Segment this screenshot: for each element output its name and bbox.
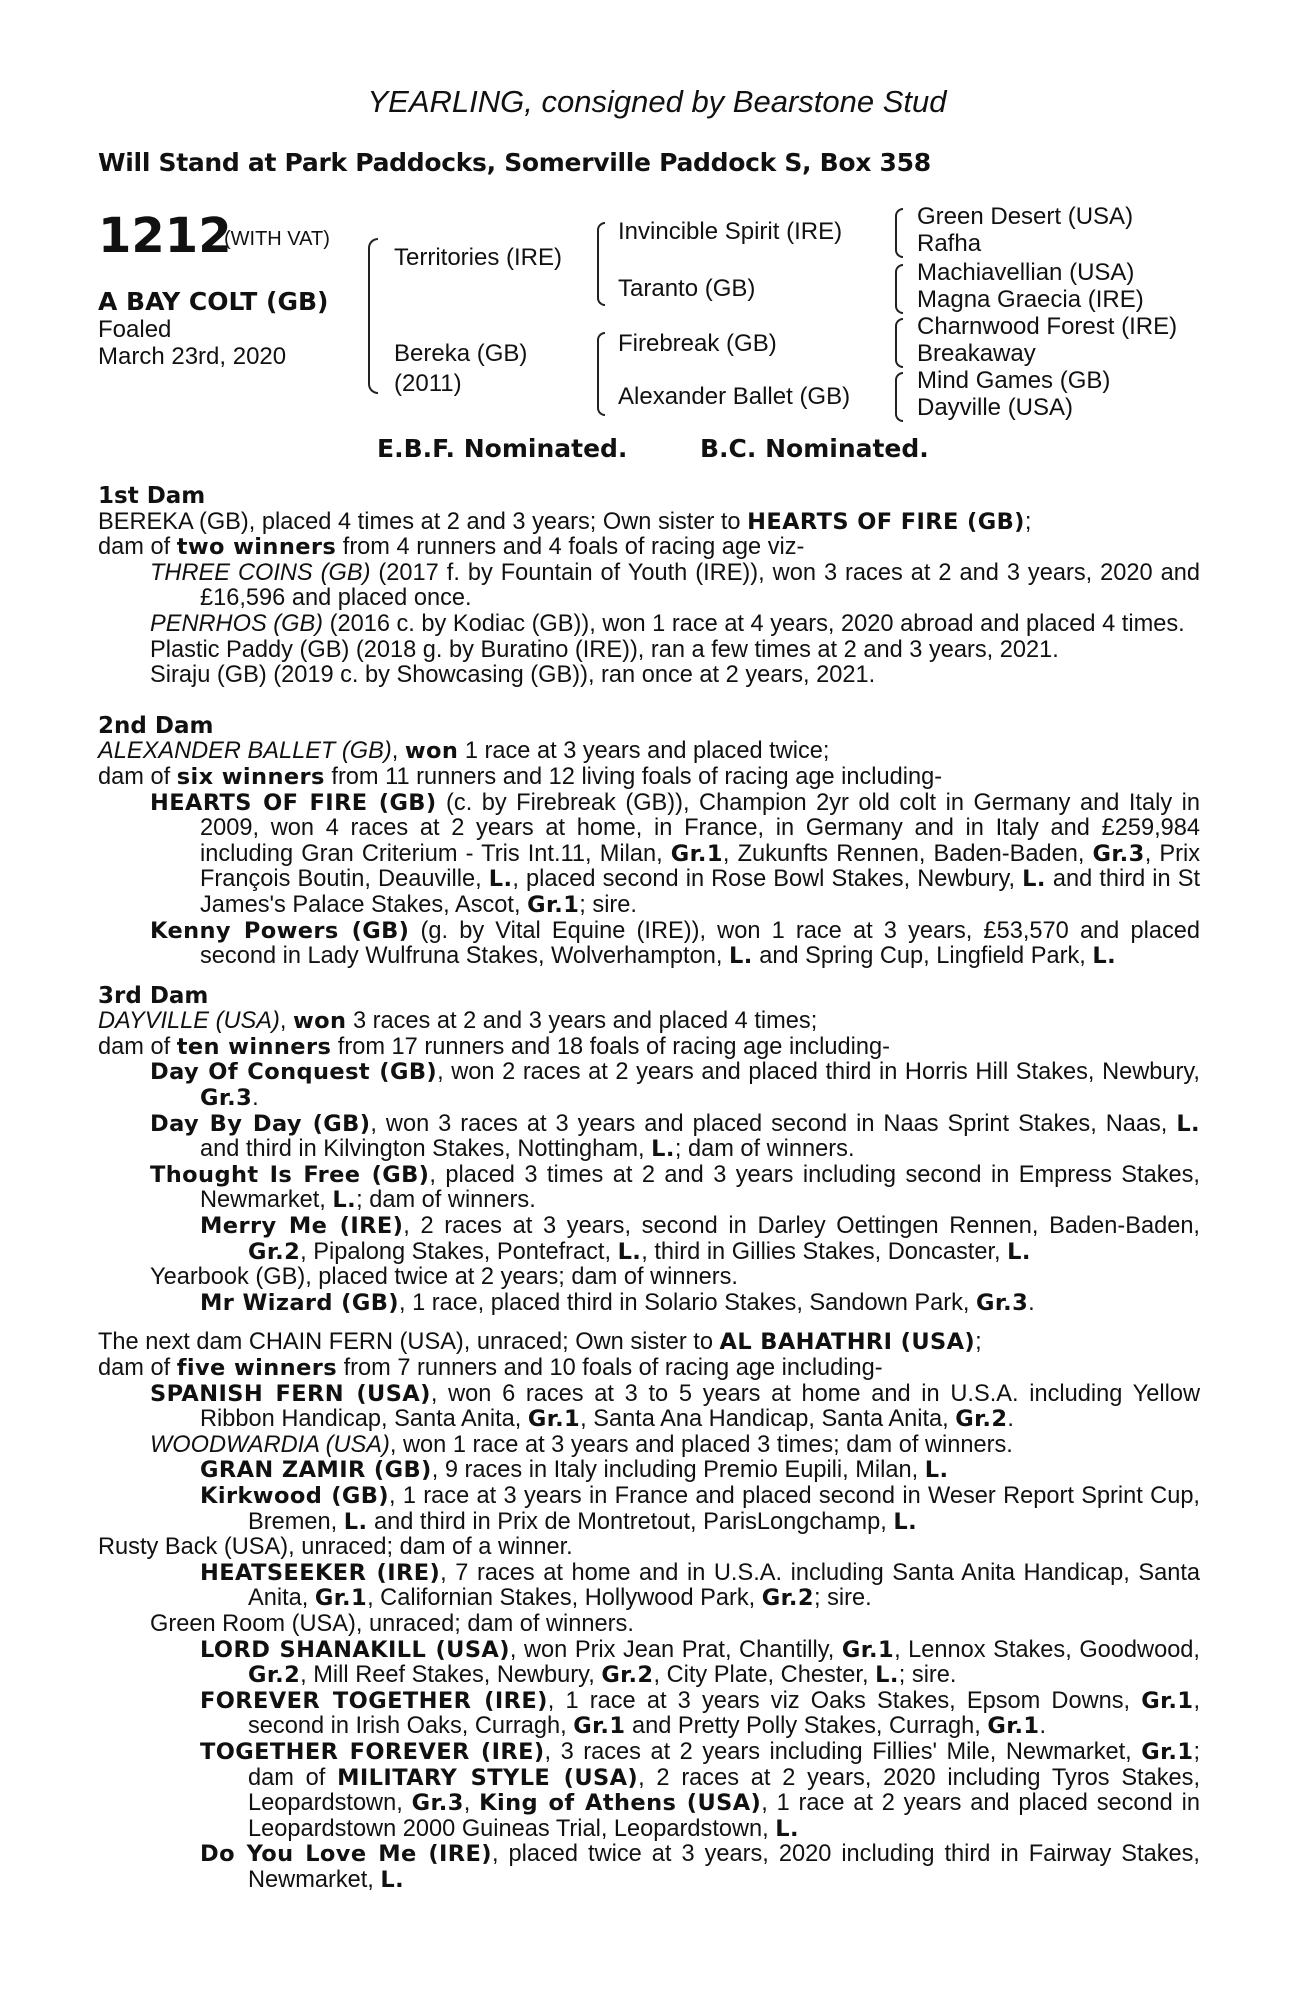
fourth-dam-summary: dam of five winners from 7 runners and 10 foals of racing age including-: [98, 1355, 883, 1381]
produce-entry: PENRHOS (GB) (2016 c. by Kodiac (GB)), won 1 race at 4 years, 2020 abroad and placed 4 times.: [150, 610, 1185, 637]
produce-entry: Day Of Conquest (GB), won 2 races at 2 years and placed third in Horris Hill Stakes, Newbury, Gr.3.: [150, 1059, 1200, 1112]
pedigree-brace: [895, 372, 903, 422]
produce-entry: Kenny Powers (GB) (g. by Vital Equine (IRE)), won 1 race at 3 years, £53,570 and placed second in Lady Wulfruna Stakes, Wolverhampton, L. and Spring Cup, Lingfield Park, L.: [150, 917, 1200, 970]
produce-entry: Plastic Paddy (GB) (2018 g. by Buratino (IRE)), ran a few times at 2 and 3 years, 2021.: [150, 636, 1059, 663]
fourth-dam-line: The next dam CHAIN FERN (USA), unraced; Own sister to AL BAHATHRI (USA);: [98, 1329, 982, 1356]
pedigree-g2: Rafha: [917, 230, 982, 257]
pedigree-sire-dam: Taranto (GB): [618, 275, 756, 302]
produce-entry: Mr Wizard (GB), 1 race, placed third in Solario Stakes, Sandown Park, Gr.3.: [200, 1289, 1035, 1316]
lot-number: 1212: [98, 208, 232, 264]
foaled-date: March 23rd, 2020: [98, 343, 287, 370]
second-dam-heading: 2nd Dam: [98, 712, 214, 739]
page-title: YEARLING, consigned by Bearstone Stud: [367, 84, 947, 119]
produce-entry: HEATSEEKER (IRE), 7 races at home and in U.S.A. including Santa Anita Handicap, Santa Anita, Gr.1, Californian Stakes, Hollywood Park, Gr.2; sire.: [200, 1559, 1200, 1612]
produce-entry: Kirkwood (GB), 1 race at 3 years in France and placed second in Weser Report Sprint Cup, Bremen, L. and third in Prix de Montretout, ParisLongchamp, L.: [200, 1482, 1200, 1535]
produce-entry: HEARTS OF FIRE (GB) (c. by Firebreak (GB)), Champion 2yr old colt in Germany and Italy in 2009, won 4 races at 2 years at home, in France, in Germany and in Italy and £259,984 including Gran Criterium - Tris Int.11, Milan, Gr.1, Zukunfts Rennen, Baden-Baden, Gr.3, Prix François Boutin, Deauville, L., placed second in Rose Bowl Stakes, Newbury, L. and third in St James's Palace Stakes, Ascot, Gr.1; sire.: [150, 789, 1200, 918]
third-dam-heading: 3rd Dam: [98, 982, 209, 1009]
second-dam-summary: dam of six winners from 11 runners and 12 living foals of racing age including-: [98, 763, 943, 790]
produce-entry: WOODWARDIA (USA), won 1 race at 3 years and placed 3 times; dam of winners.: [150, 1431, 1013, 1458]
first-dam-heading: 1st Dam: [98, 483, 206, 509]
pedigree-sire-sire: Invincible Spirit (IRE): [618, 218, 843, 245]
produce-record: [98, 484, 1200, 1893]
pedigree-g7: Mind Games (GB): [917, 367, 1111, 394]
produce-entry: FOREVER TOGETHER (IRE), 1 race at 3 years viz Oaks Stakes, Epsom Downs, Gr.1, second in Irish Oaks, Curragh, Gr.1 and Pretty Polly Stakes, Curragh, Gr.1.: [200, 1687, 1200, 1740]
produce-entry: Siraju (GB) (2019 c. by Showcasing (GB)), ran once at 2 years, 2021.: [150, 662, 876, 689]
produce-entry: Thought Is Free (GB), placed 3 times at 2 and 3 years including second in Empress Stakes, Newmarket, L.; dam of winners.: [150, 1161, 1200, 1214]
pedigree-sire: Territories (IRE): [394, 244, 563, 271]
produce-entry: Do You Love Me (IRE), placed twice at 3 years, 2020 including third in Fairway Stakes, Newmarket, L.: [200, 1841, 1200, 1893]
pedigree-dam-year: (2011): [394, 370, 462, 397]
second-dam-line: ALEXANDER BALLET (GB), won 1 race at 3 years and placed twice;: [98, 738, 830, 765]
bc-nomination: B.C. Nominated.: [700, 434, 929, 463]
pedigree-dam-dam: Alexander Ballet (GB): [618, 383, 851, 410]
produce-entry: Rusty Back (USA), unraced; dam of a winner.: [98, 1534, 573, 1561]
third-dam-line: DAYVILLE (USA), won 3 races at 2 and 3 years and placed 4 times;: [98, 1008, 818, 1035]
pedigree-brace: [895, 264, 903, 314]
produce-entry: THREE COINS (GB) (2017 f. by Fountain of Youth (IRE)), won 3 races at 2 and 3 years, 2020 and £16,596 and placed once.: [150, 559, 1200, 612]
pedigree-g5: Charnwood Forest (IRE): [917, 313, 1178, 340]
produce-entry: Green Room (USA), unraced; dam of winners.: [150, 1610, 634, 1637]
pedigree-g3: Machiavellian (USA): [917, 259, 1135, 286]
pedigree-brace: [895, 318, 903, 368]
pedigree-dam: Bereka (GB): [394, 340, 528, 367]
first-dam-summary: dam of two winners from 4 runners and 4 foals of racing age viz-: [98, 534, 805, 561]
pedigree-brace: [895, 208, 903, 258]
produce-entry: Yearbook (GB), placed twice at 2 years; dam of winners.: [150, 1264, 738, 1291]
pedigree-g4: Magna Graecia (IRE): [917, 286, 1144, 313]
vat-note: (WITH VAT): [224, 228, 330, 250]
produce-entry: TOGETHER FOREVER (IRE), 3 races at 2 years including Fillies' Mile, Newmarket, Gr.1; dam of MILITARY STYLE (USA), 2 races at 2 years, 2020 including Tyros Stakes, Leopardstown, Gr.3, King of Athens (USA), 1 race at 2 years and placed second in Leopardstown 2000 Guineas Trial, Leopardstown, L.: [200, 1738, 1201, 1842]
produce-entry: Day By Day (GB), won 3 races at 3 years and placed second in Naas Sprint Stakes, Naas, L. and third in Kilvington Stakes, Nottingham, L.; dam of winners.: [150, 1110, 1200, 1163]
stand-location: Will Stand at Park Paddocks, Somerville Paddock S, Box 358: [98, 148, 931, 177]
pedigree-brace: [597, 222, 605, 306]
pedigree-brace: [368, 238, 378, 394]
first-dam-line: BEREKA (GB), placed 4 times at 2 and 3 years; Own sister to HEARTS OF FIRE (GB);: [98, 508, 1032, 535]
ebf-nomination: E.B.F. Nominated.: [377, 434, 628, 463]
produce-entry: GRAN ZAMIR (GB), 9 races in Italy including Premio Eupili, Milan, L.: [200, 1457, 949, 1484]
pedigree-g8: Dayville (USA): [917, 394, 1074, 421]
produce-entry: Merry Me (IRE), 2 races at 3 years, second in Darley Oettingen Rennen, Baden-Baden, Gr.2, Pipalong Stakes, Pontefract, L., third in Gillies Stakes, Doncaster, L.: [200, 1213, 1200, 1265]
lot-description: A BAY COLT (GB): [98, 287, 329, 316]
pedigree-g6: Breakaway: [917, 340, 1036, 367]
produce-entry: LORD SHANAKILL (USA), won Prix Jean Prat, Chantilly, Gr.1, Lennox Stakes, Goodwood, Gr.2, Mill Reef Stakes, Newbury, Gr.2, City Plate, Chester, L.; sire.: [200, 1636, 1200, 1689]
foaled-label: Foaled: [98, 316, 172, 343]
pedigree-brace: [597, 332, 605, 416]
foaled-info: [98, 316, 286, 370]
produce-entry: SPANISH FERN (USA), won 6 races at 3 to 5 years at home and in U.S.A. including Yellow Ribbon Handicap, Santa Anita, Gr.1, Santa Ana Handicap, Santa Anita, Gr.2.: [150, 1380, 1201, 1433]
pedigree-g1: Green Desert (USA): [917, 203, 1134, 230]
pedigree-dam-sire: Firebreak (GB): [618, 330, 777, 357]
third-dam-summary: dam of ten winners from 17 runners and 18 foals of racing age including-: [98, 1033, 890, 1060]
